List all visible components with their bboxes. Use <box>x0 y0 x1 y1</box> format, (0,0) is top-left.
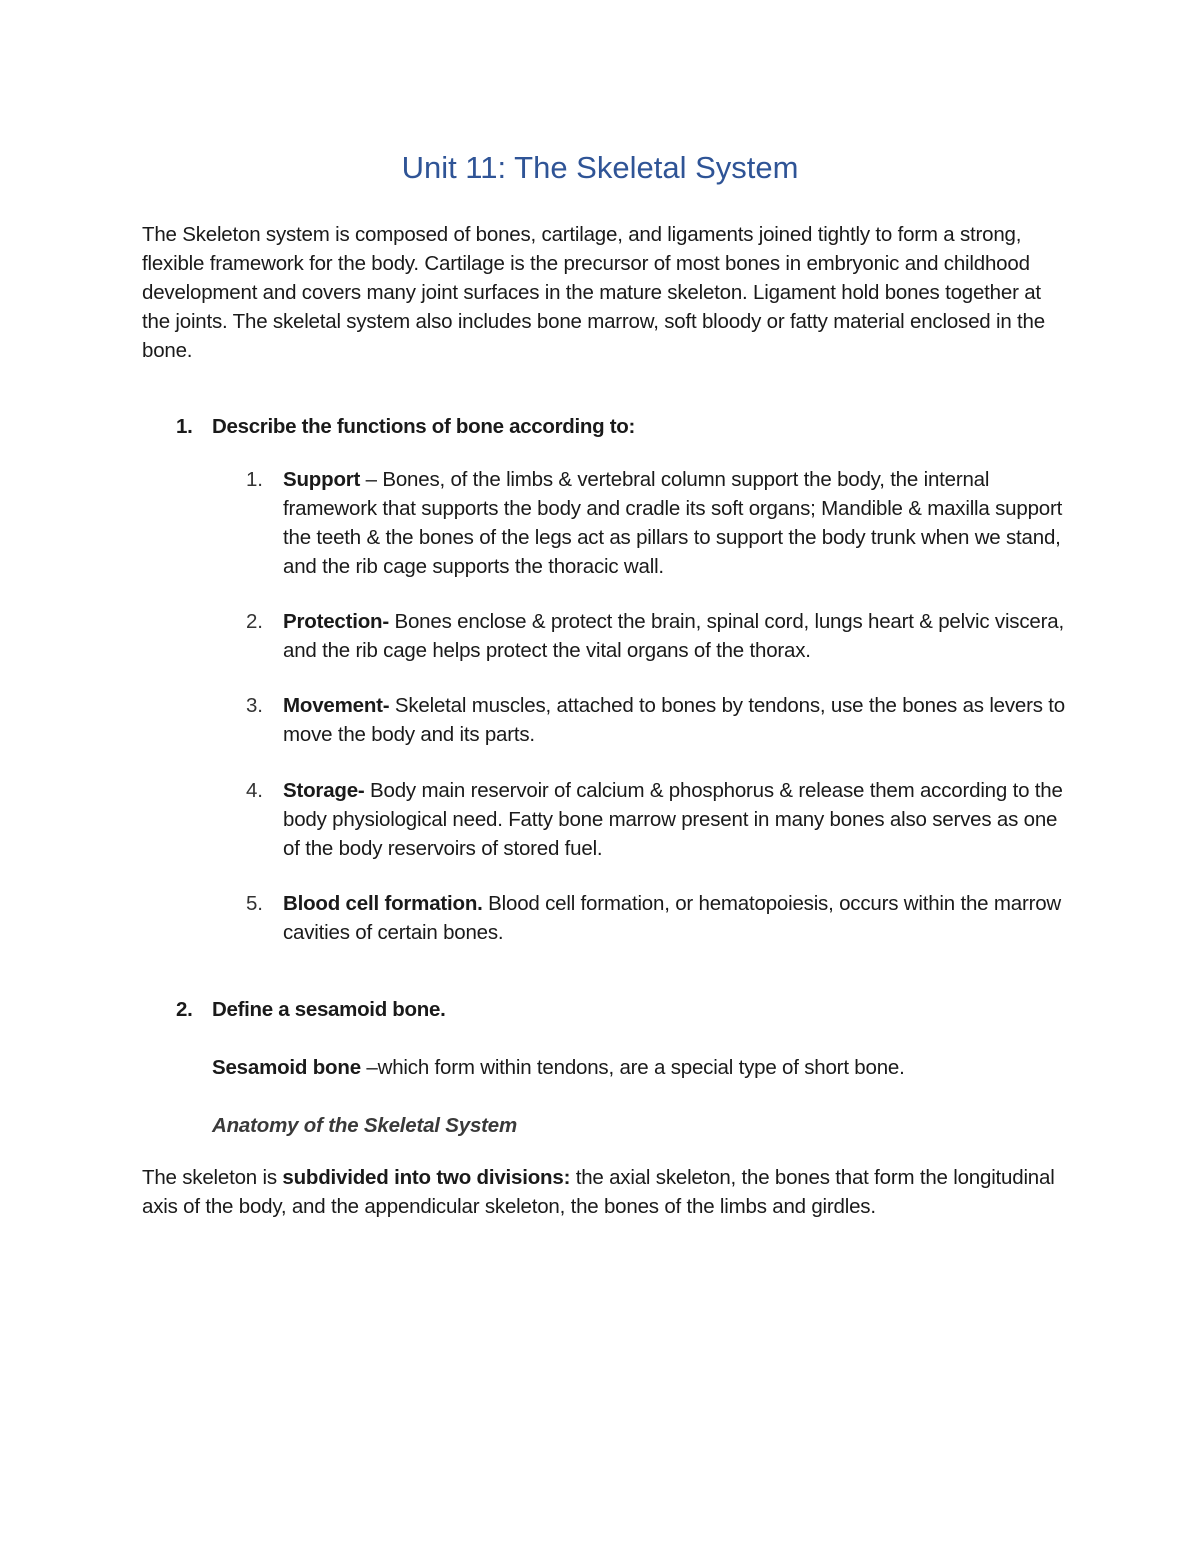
function-description: Body main reservoir of calcium & phosphorus & release them according to the body physiological need. Fatty bone marrow present in many bones also serves as one of the body reservoirs of stored fuel. <box>283 779 1063 860</box>
outro-paragraph <box>142 1163 1072 1221</box>
section-subheading: Anatomy of the Skeletal System <box>212 1114 518 1137</box>
list-item-number: 2. <box>246 610 263 633</box>
question-1-text: Describe the functions of bone according to: <box>212 415 636 438</box>
question-2-heading <box>176 995 445 1024</box>
list-item-number: 4. <box>246 779 263 802</box>
sesamoid-answer <box>212 1053 905 1082</box>
function-term: Protection- <box>283 610 389 633</box>
function-term: Support <box>283 468 361 491</box>
answer-term: Sesamoid bone <box>212 1056 361 1079</box>
function-item-storage <box>246 776 1076 863</box>
function-term: Movement- <box>283 694 390 717</box>
question-1-heading <box>176 412 635 441</box>
intro-paragraph: The Skeleton system is composed of bones, cartilage, and ligaments joined tightly to form a strong, flexible framework for the body. Cartilage is the precursor of most bones in embryonic and childhood development and covers many joint surfaces in the mature skeleton. Ligament hold bones together at the joints. The skeletal system also includes bone marrow, soft bloody or fatty material enclosed in the bone. <box>142 223 1045 362</box>
list-item-number: 3. <box>246 694 263 717</box>
function-term: Storage- <box>283 779 365 802</box>
function-item-support <box>246 465 1076 581</box>
outro-suffix: the axial skeleton, the bones that form the longitudinal axis of the body, and the appendicular skeleton, the bones of the limbs and girdles. <box>142 1166 1055 1218</box>
list-item-number: 5. <box>246 892 263 915</box>
answer-text: –which form within tendons, are a special type of short bone. <box>360 1056 905 1079</box>
list-item-number: 1. <box>246 468 263 491</box>
function-description: Skeletal muscles, attached to bones by tendons, use the bones as levers to move the body and its parts. <box>283 694 1065 746</box>
outro-prefix: The skeleton is <box>142 1166 283 1189</box>
function-item-movement <box>246 691 1076 749</box>
function-term: Blood cell formation. <box>283 892 483 915</box>
question-2-number: 2. <box>176 998 193 1021</box>
question-2-text: Define a sesamoid bone. <box>212 998 446 1021</box>
outro-bold: subdivided into two divisions: <box>282 1166 571 1189</box>
question-1-number: 1. <box>176 415 193 438</box>
function-description: – Bones, of the limbs & vertebral column support the body, the internal framework that supports the body and cradle its soft organs; Mandible & maxilla support the teeth & the bones of the legs act as pillars to support the body trunk when we stand, and the rib cage supports the thoracic wall. <box>283 468 1063 578</box>
function-description: Bones enclose & protect the brain, spinal cord, lungs heart & pelvic viscera, and the rib cage helps protect the vital organs of the thorax. <box>283 610 1064 662</box>
page-title: Unit 11: The Skeletal System <box>401 150 799 185</box>
function-item-protection <box>246 607 1076 665</box>
function-item-blood-cell-formation <box>246 889 1076 947</box>
function-description: Blood cell formation, or hematopoiesis, occurs within the marrow cavities of certain bones. <box>283 892 1062 944</box>
